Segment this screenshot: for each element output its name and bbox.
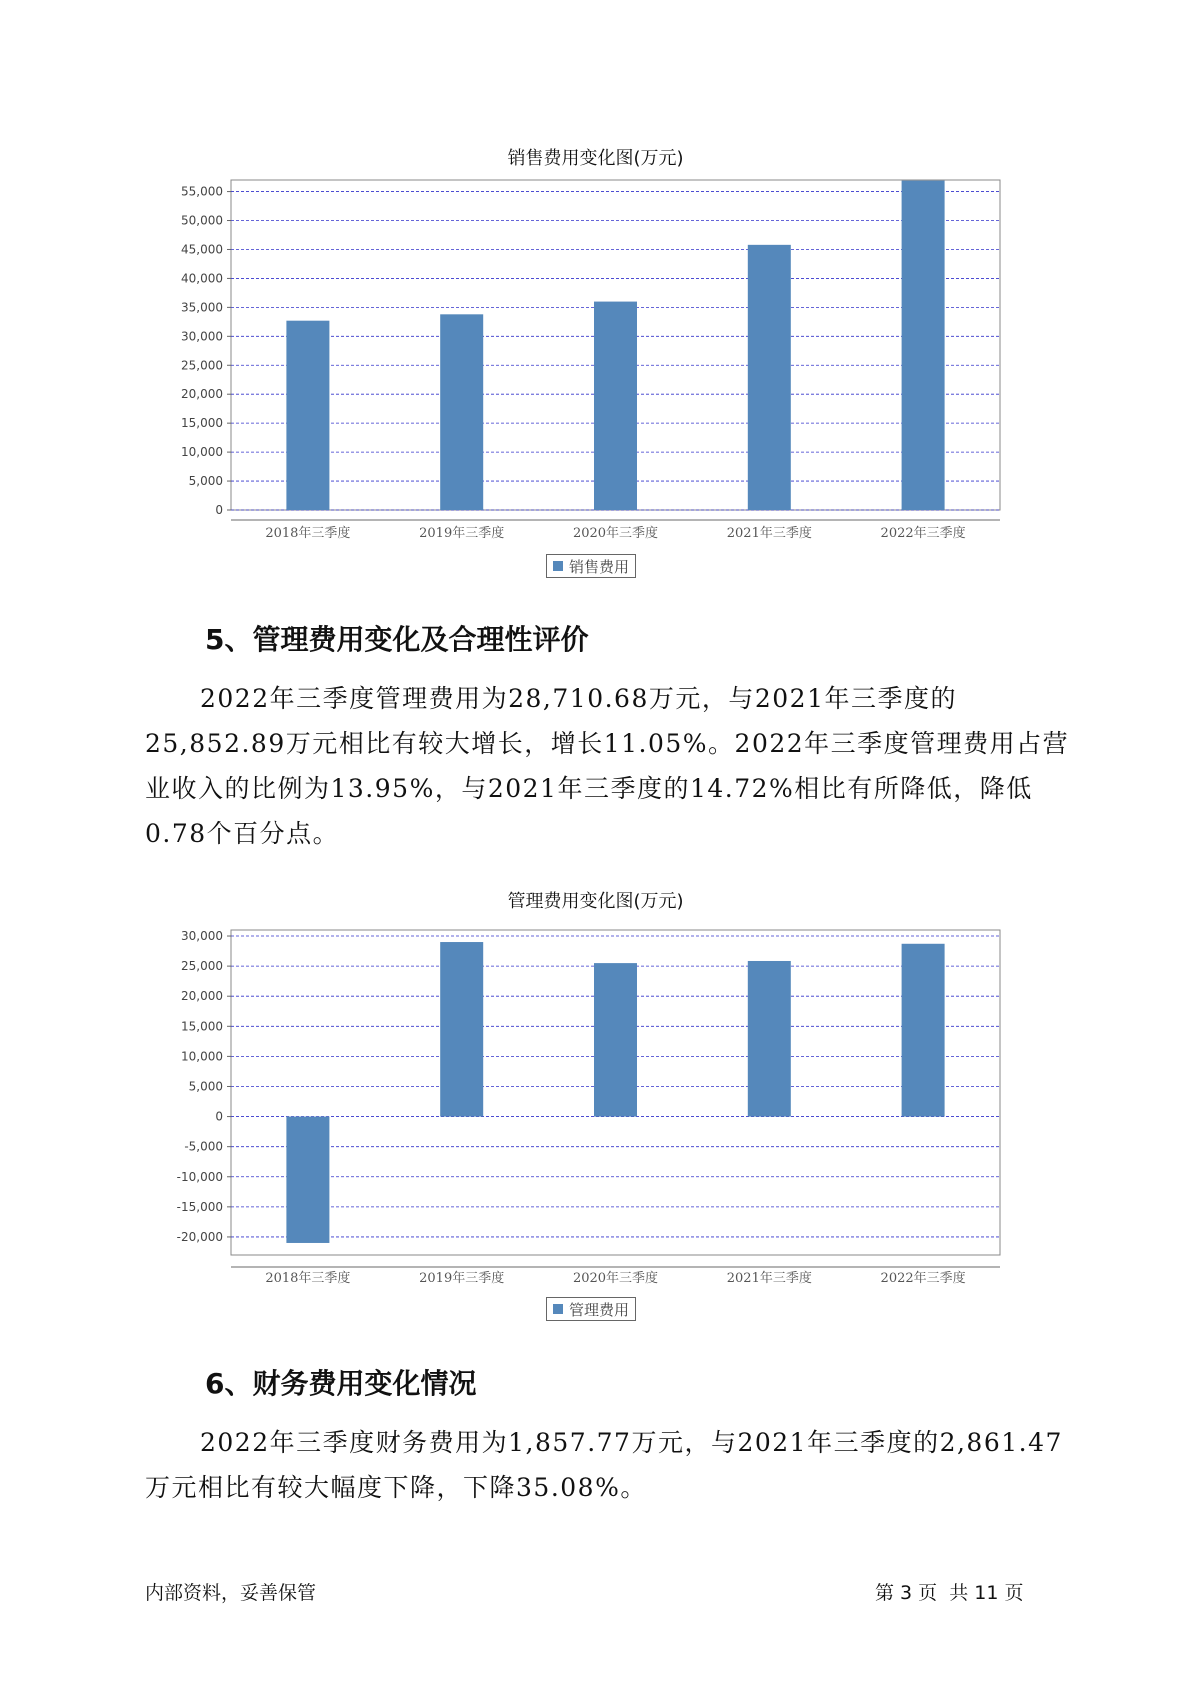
bar [594, 302, 637, 510]
y-tick-label: 15,000 [181, 416, 223, 431]
footer-page-number: 第 3 页 共 11 页 [875, 1582, 1024, 1604]
bar [286, 321, 329, 510]
section-6-paragraph: 2022年三季度财务费用为1,857.77万元，与2021年三季度的2,861.47万元相比有较大幅度下降，下降35.08%。 [145, 1428, 1063, 1502]
y-tick-label: 30,000 [181, 329, 223, 344]
y-tick-label: 45,000 [181, 242, 223, 257]
y-tick-label: 0 [215, 1109, 223, 1124]
legend-swatch [553, 1304, 563, 1314]
y-tick-label: -10,000 [176, 1169, 223, 1184]
y-tick-label: 20,000 [181, 387, 223, 402]
x-tick-label: 2019年三季度 [419, 526, 505, 540]
bar [286, 1117, 329, 1243]
chart1-legend [546, 554, 636, 578]
y-tick-label: 35,000 [181, 300, 223, 315]
admin-expense-chart [0, 915, 1191, 1285]
x-tick-label: 2021年三季度 [726, 526, 812, 540]
y-tick-label: 10,000 [181, 1049, 223, 1064]
x-tick-label: 2020年三季度 [572, 1271, 659, 1285]
y-tick-label: 5,000 [188, 474, 223, 489]
footer-confidential: 内部资料，妥善保管 [145, 1582, 317, 1604]
chart2-title: 管理费用变化图(万元) [507, 891, 684, 912]
y-tick-label: 20,000 [181, 989, 223, 1004]
section-6-heading: 6、财务费用变化情况 [205, 1367, 477, 1400]
x-tick-label: 2020年三季度 [572, 526, 659, 540]
bar [748, 961, 791, 1117]
bar [902, 181, 945, 510]
y-tick-label: 25,000 [181, 959, 223, 974]
bar [748, 245, 791, 510]
y-tick-label: 0 [215, 503, 223, 517]
x-tick-label: 2022年三季度 [880, 526, 966, 540]
y-tick-label: 50,000 [181, 213, 223, 228]
x-tick-label: 2019年三季度 [419, 1271, 505, 1285]
sales-expense-chart [0, 170, 1191, 540]
y-tick-label: 5,000 [188, 1079, 223, 1094]
y-tick-label: 10,000 [181, 445, 223, 460]
x-tick-label: 2018年三季度 [265, 1271, 351, 1285]
bar [440, 942, 483, 1117]
x-tick-label: 2018年三季度 [265, 526, 351, 540]
section-5-heading: 5、管理费用变化及合理性评价 [205, 623, 589, 656]
legend-swatch [553, 561, 563, 571]
bar [440, 314, 483, 510]
y-tick-label: -20,000 [176, 1229, 223, 1244]
chart1-title: 销售费用变化图(万元) [507, 148, 684, 169]
chart2-legend [546, 1297, 636, 1321]
y-tick-label: -15,000 [176, 1199, 223, 1214]
legend-label: 销售费用 [569, 557, 630, 576]
y-tick-label: 15,000 [181, 1019, 223, 1034]
y-tick-label: -5,000 [184, 1139, 223, 1154]
y-tick-label: 40,000 [181, 271, 223, 286]
section-5-paragraph: 2022年三季度管理费用为28,710.68万元，与2021年三季度的25,852.89万元相比有较大增长，增长11.05%。2022年三季度管理费用占营业收入的比例为13.95%，与2021年三季度的14.72%相比有所降低，降低0.78个百分点。 [145, 684, 1070, 848]
bar [902, 944, 945, 1117]
y-tick-label: 55,000 [181, 184, 223, 199]
y-tick-label: 30,000 [181, 929, 223, 944]
y-tick-label: 25,000 [181, 358, 223, 373]
legend-label: 管理费用 [569, 1300, 630, 1319]
bar [594, 963, 637, 1116]
x-tick-label: 2022年三季度 [880, 1271, 966, 1285]
x-tick-label: 2021年三季度 [726, 1271, 812, 1285]
